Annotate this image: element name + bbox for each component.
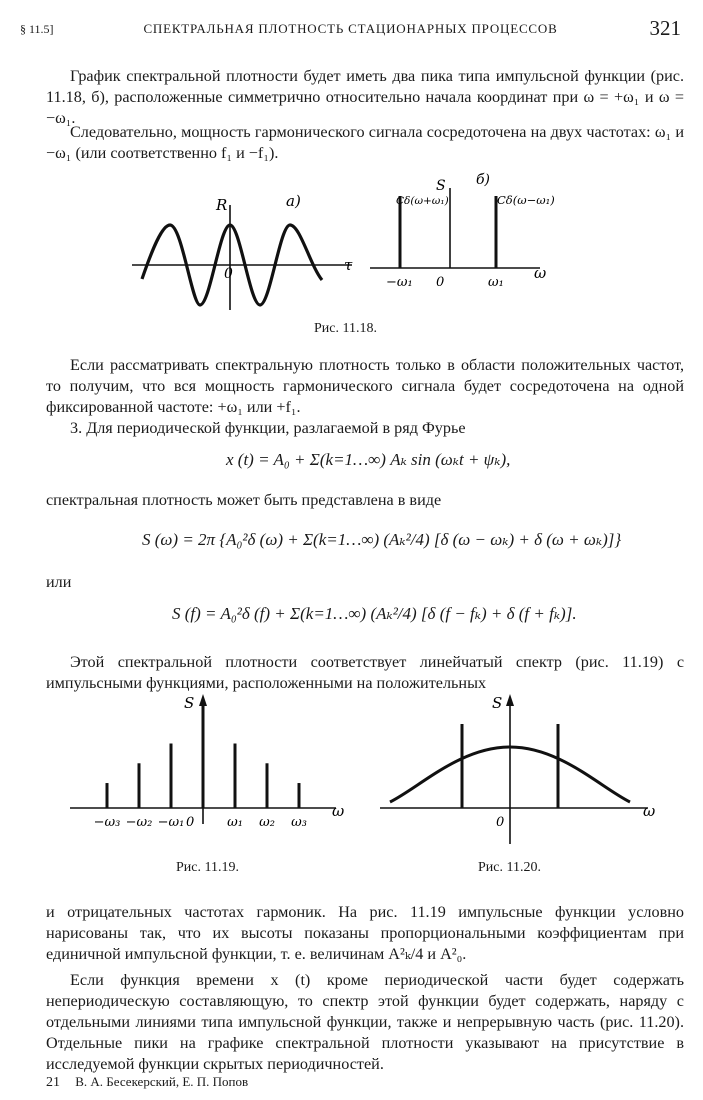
page-number: 321 [649,16,681,40]
fig-11-18a-y-label: R [216,196,228,214]
fig-11-19-origin: 0 [186,815,195,830]
paragraph-2: Следовательно, мощность гармонического сигнала сосредоточена на двух частотах: ω₁ и −ω₁ (или соответственно f₁ и −f₁). [46,123,684,162]
fig-11-19-x-label: ω [332,802,345,820]
formula-fourier-series: x (t) = A₀ + Σ(k=1…∞) Aₖ sin (ωₖt + ψₖ), [226,450,511,469]
authors: В. А. Бесекерский, Е. П. Попов [75,1074,249,1089]
formula-spectral-density-omega: S (ω) = 2π {A₀²δ (ω) + Σ(k=1…∞) (Aₖ²/4) [δ (ω − ωₖ) + δ (ω + ωₖ)]} [142,530,622,549]
fig-11-19-tick-4: ω₁ [227,815,243,830]
fig-11-20-origin: 0 [496,815,505,830]
formula-spectral-density-f: S (f) = A₀²δ (f) + Σ(k=1…∞) (Aₖ²/4) [δ (f − fₖ) + δ (f + fₖ)]. [172,604,577,623]
paragraph-7: Этой спектральной плотности соответствует линейчатый спектр (рис. 11.19) с импульсными функциями, расположенными на положительных [46,653,684,692]
fig-11-18a-origin: 0 [224,266,233,282]
paragraph-9: Если функция времени x (t) кроме периодической части будет содержать непериодическую составляющую, то спектр этой функции будет содержать, наряду с отдельными линиями типа импульсной функции, также и непрерывную часть (рис. 11.20). Отдельные пики на графике спектральной плотности указывают на присутствие в исследуемой функции скрытых периодичностей. [46,971,684,1073]
fig-11-18b-panel-label: б) [476,172,491,188]
fig-11-18b-origin: 0 [436,275,445,290]
signature-number: 21 [46,1075,60,1090]
fig-11-18b-y-label: S [436,178,446,194]
fig-11-19-tick-3: −ω₁ [157,815,185,830]
figure-11-19 [66,692,356,842]
fig-11-18b-pos-tick: ω₁ [488,275,504,290]
fig-11-19-tick-2: −ω₂ [125,815,153,830]
fig-11-18b-left-impulse: Cδ(ω+ω₁) [396,195,449,207]
fig-11-20-x-label: ω [643,802,656,820]
caption-fig-11-19: Рис. 11.19. [176,860,239,875]
fig-11-19-tick-6: ω₃ [291,815,307,830]
page-footer [46,1074,248,1091]
fig-11-18-panel-a [132,192,353,310]
fig-11-18b-x-label: ω [534,264,547,282]
figure-11-18 [120,170,580,320]
paragraph-4: 3. Для периодической функции, разлагаемой в ряд Фурье [70,419,466,437]
running-header [20,16,681,44]
paragraph-8: и отрицательных частотах гармоник. На рис. 11.19 импульсные функции условно нарисованы так, что их высоты показаны пропорциональными коэффициентам при единичной импульсной функции, т. е. величинам A²ₖ/4 и A²₀. [46,903,684,963]
section-ref: § 11.5] [20,22,54,36]
paragraph-5: спектральная плотность может быть представлена в виде [46,491,442,509]
caption-fig-11-18: Рис. 11.18. [314,321,377,336]
fig-11-18-panel-b [370,172,555,290]
fig-11-19-y-label: S [184,694,195,712]
caption-fig-11-20: Рис. 11.20. [478,860,541,875]
fig-11-19-ticks [94,815,307,830]
fig-11-20-y-label: S [492,694,503,712]
fig-11-18a-x-label: τ [344,256,353,274]
figure-11-20 [380,692,660,852]
fig-11-19-lines [107,704,299,808]
fig-11-19-tick-1: −ω₃ [93,815,121,830]
paragraph-3: Если рассматривать спектральную плотность только в области положительных частот, то получим, что вся мощность гармонического сигнала будет сосредоточена на одной фиксированной частоте: +ω₁ или +f₁. [46,356,684,416]
page-header-title: СПЕКТРАЛЬНАЯ ПЛОТНОСТЬ СТАЦИОНАРНЫХ ПРОЦЕССОВ [143,21,558,36]
paragraph-1: График спектральной плотности будет иметь два пика типа импульсной функции (рис. 11.18, б), расположенные симметрично относительно начала координат при ω = +ω₁ и ω = −ω₁. [46,67,684,127]
fig-11-19-tick-5: ω₂ [259,815,275,830]
fig-11-18a-panel-label: а) [286,192,301,210]
paragraph-6: или [46,573,72,591]
fig-11-18b-right-impulse: Cδ(ω−ω₁) [497,193,555,207]
fig-11-18b-neg-tick: −ω₁ [386,275,413,290]
